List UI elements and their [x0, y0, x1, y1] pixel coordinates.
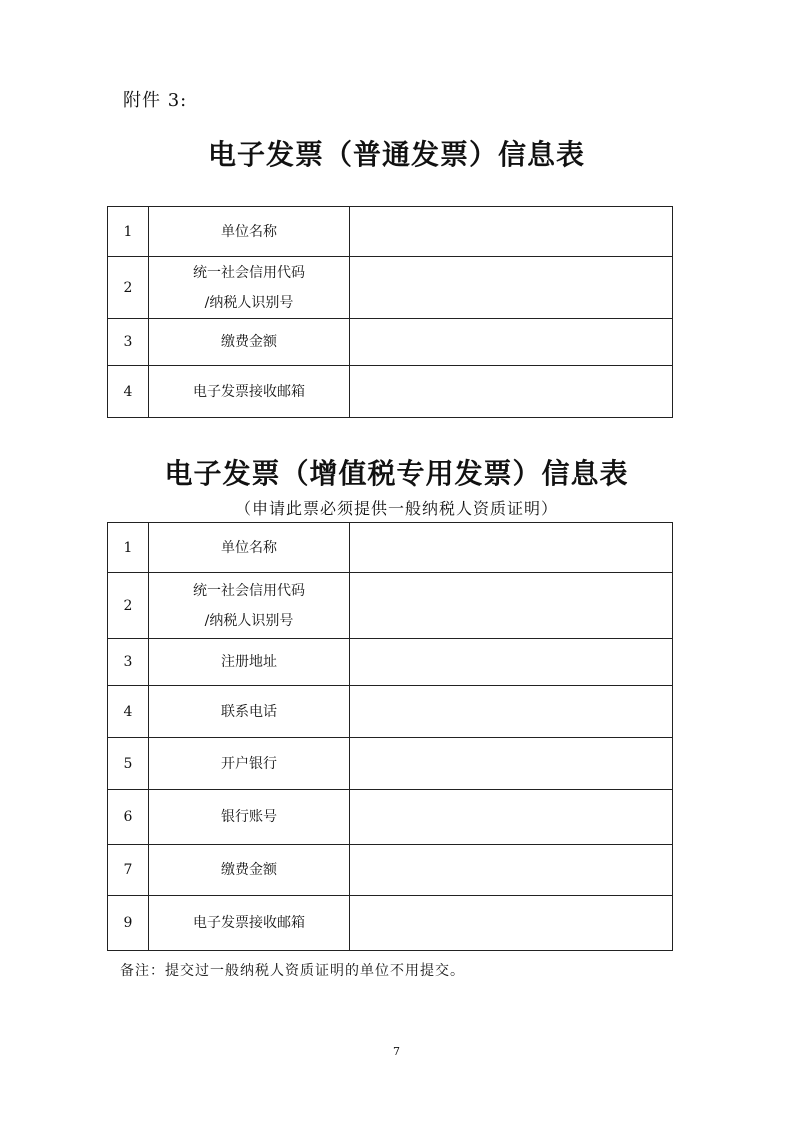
value-field[interactable]: [350, 896, 673, 951]
value-field[interactable]: [350, 319, 673, 366]
row-number: 7: [108, 845, 149, 896]
row-label: 银行账号: [149, 790, 350, 845]
value-field[interactable]: [350, 639, 673, 686]
table-row: [108, 207, 673, 257]
table-row: [108, 639, 673, 686]
page-number: 7: [393, 1045, 400, 1058]
value-field[interactable]: [350, 686, 673, 738]
table2-subtitle: （申请此票必须提供一般纳税人资质证明）: [234, 499, 558, 518]
value-field[interactable]: [350, 257, 673, 319]
table-row: [108, 845, 673, 896]
row-label: 开户银行: [149, 738, 350, 790]
row-label: 单位名称: [149, 523, 350, 573]
footnote: 备注：提交过一般纳税人资质证明的单位不用提交。: [120, 963, 465, 979]
row-number: 6: [108, 790, 149, 845]
row-number: 1: [108, 523, 149, 573]
row-number: 2: [108, 573, 149, 639]
row-label: 缴费金额: [149, 845, 350, 896]
table-row: [108, 523, 673, 573]
table1-title: 电子发票（普通发票）信息表: [207, 138, 585, 171]
row-number: 4: [108, 686, 149, 738]
value-field[interactable]: [350, 366, 673, 418]
value-field[interactable]: [350, 738, 673, 790]
table-row: [108, 257, 673, 319]
row-number: 5: [108, 738, 149, 790]
value-field[interactable]: [350, 790, 673, 845]
row-number: 3: [108, 639, 149, 686]
row-label: 单位名称: [149, 207, 350, 257]
value-field[interactable]: [350, 845, 673, 896]
table-row: [108, 738, 673, 790]
table-row: [108, 896, 673, 951]
row-label: 统一社会信用代码 /纳税人识别号: [149, 257, 350, 319]
row-number: 4: [108, 366, 149, 418]
table-row: [108, 573, 673, 639]
row-label: 电子发票接收邮箱: [149, 366, 350, 418]
row-label: 缴费金额: [149, 319, 350, 366]
row-number: 3: [108, 319, 149, 366]
row-label: 联系电话: [149, 686, 350, 738]
table-row: [108, 790, 673, 845]
table-row: [108, 366, 673, 418]
attachment-label: 附件 3:: [123, 90, 188, 111]
row-number: 2: [108, 257, 149, 319]
table-row: [108, 319, 673, 366]
table2-title: 电子发票（增值税专用发票）信息表: [164, 457, 629, 490]
value-field[interactable]: [350, 207, 673, 257]
general-invoice-table: [107, 206, 673, 418]
row-number: 1: [108, 207, 149, 257]
vat-invoice-table: [107, 522, 673, 951]
table-row: [108, 686, 673, 738]
row-label: 注册地址: [149, 639, 350, 686]
value-field[interactable]: [350, 573, 673, 639]
row-number: 9: [108, 896, 149, 951]
row-label: 电子发票接收邮箱: [149, 896, 350, 951]
row-label: 统一社会信用代码 /纳税人识别号: [149, 573, 350, 639]
value-field[interactable]: [350, 523, 673, 573]
